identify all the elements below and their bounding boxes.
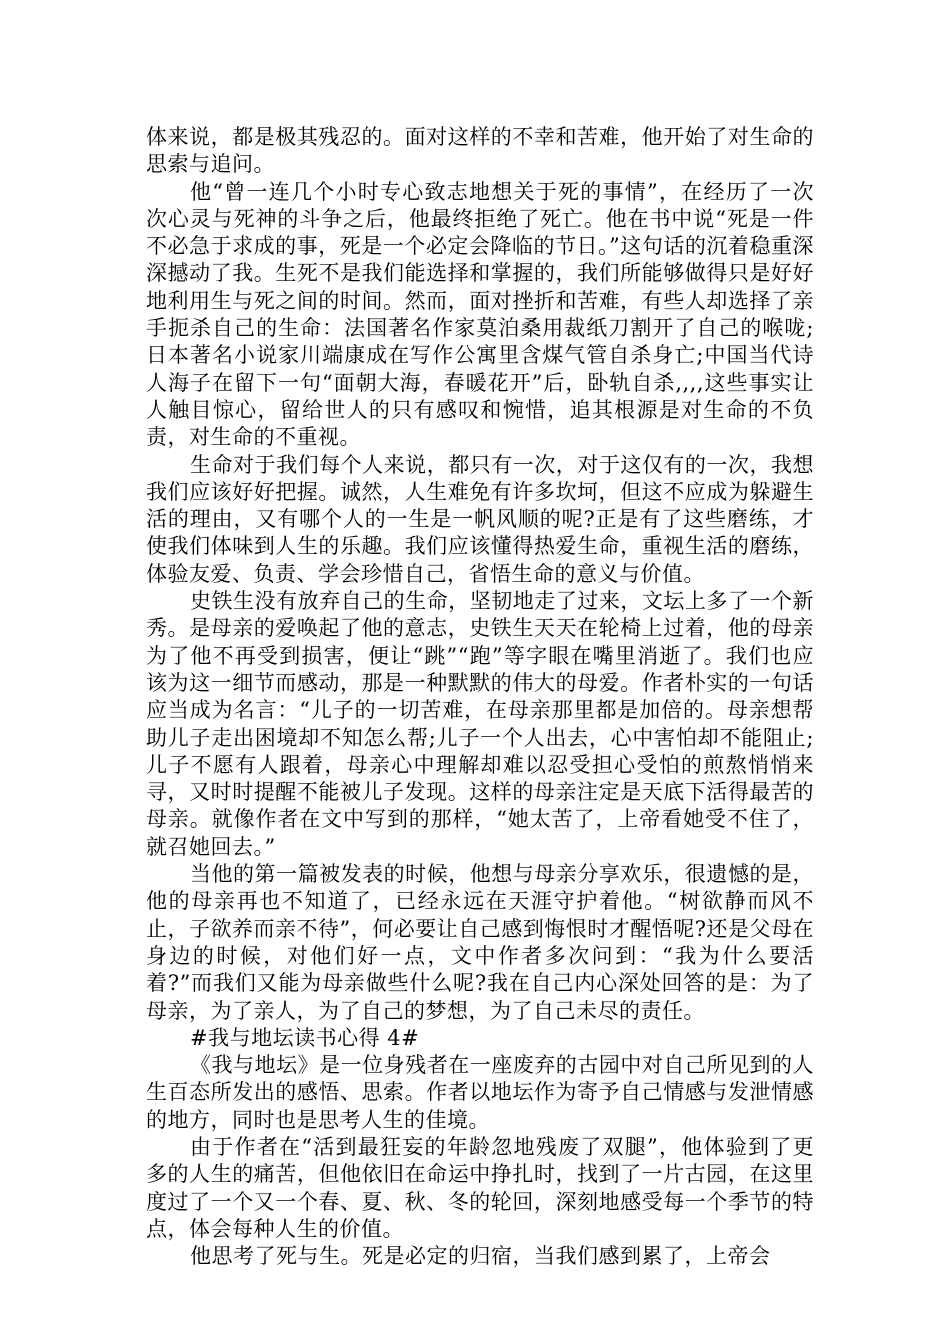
paragraph-5: 当他的第一篇被发表的时候，他想与母亲分享欢乐，很遗憾的是，他的母亲再也不知道了，已经永远在天涯守护着他。“树欲静而风不止，子欲养而亲不待”，何必要让自己感到悔恨时才醒悟呢?还是父母在身边的时候，对他们好一点，文中作者多次问到：“我为什么要活着?”而我们又能为母亲做些什么呢?我在自己内心深处回答的是：为了母亲，为了亲人，为了自己的梦想，为了自己未尽的责任。 [146, 862, 814, 1023]
paragraph-8: 他思考了死与生。死是必定的归宿，当我们感到累了，上帝会 [190, 1244, 771, 1269]
paragraph-7: 由于作者在“活到最狂妄的年龄忽地残废了双腿”，他体验到了更多的人生的痛苦，但他依旧在命运中挣扎时，找到了一片古园，在这里度过了一个又一个春、夏、秋、冬的轮回，深刻地感受每一个季节的特点，体会每种人生的价值。 [146, 1134, 814, 1241]
paragraph-2: 他“曾一连几个小时专心致志地想关于死的事情”，在经历了一次次心灵与死神的斗争之后，他最终拒绝了死亡。他在书中说“死是一件不必急于求成的事，死是一个必定会降临的节日。”这句话的沉着稳重深深撼动了我。生死不是我们能选择和掌握的，我们所能够做得只是好好地利用生与死之间的时间。然而，面对挫折和苦难，有些人却选择了亲手扼杀自己的生命：法国著名作家莫泊桑用裁纸刀割开了自己的喉咙;日本著名小说家川端康成在写作公寓里含煤气管自杀身亡;中国当代诗人海子在留下一句“面朝大海，春暖花开”后，卧轨自杀,,,,这些事实让人触目惊心，留给世人的只有感叹和惋惜，追其根源是对生命的不负责，对生命的不重视。 [146, 179, 814, 450]
paragraph-1: 体来说，都是极其残忍的。面对这样的不幸和苦难，他开始了对生命的思索与追问。 [146, 125, 814, 177]
paragraph-6: 《我与地坛》是一位身残者在一座废弃的古园中对自己所见到的人生百态所发出的感悟、思索。作者以地坛作为寄予自己情感与发泄情感的地方，同时也是思考人生的佳境。 [146, 1053, 814, 1132]
section-heading: #我与地坛读书心得 4# [190, 1025, 420, 1050]
document-page [146, 124, 814, 1270]
paragraph-4: 史铁生没有放弃自己的生命，坚韧地走了过来，文坛上多了一个新秀。是母亲的爱唤起了他的意志，史铁生天天在轮椅上过着，他的母亲为了他不再受到损害，便让“跳”“跑”等字眼在嘴里消逝了。我们也应该为这一细节而感动，那是一种默默的伟大的母爱。作者朴实的一句话应当成为名言：“儿子的一切苦难，在母亲那里都是加倍的。母亲想帮助儿子走出困境却不知怎么帮;儿子一个人出去，心中害怕却不能阻止;儿子不愿有人跟着，母亲心中理解却难以忍受担心受怕的煎熬悄悄来寻，又时时提醒不能被儿子发现。这样的母亲注定是天底下活得最苦的母亲。就像作者在文中写到的那样，“她太苦了，上帝看她受不住了，就召她回去。” [146, 589, 814, 859]
paragraph-3: 生命对于我们每个人来说，都只有一次，对于这仅有的一次，我想我们应该好好把握。诚然，人生难免有许多坎坷，但这不应成为躲避生活的理由，又有哪个人的一生是一帆风顺的呢?正是有了这些磨练，才使我们体味到人生的乐趣。我们应该懂得热爱生命，重视生活的磨练，体验友爱、负责、学会珍惜自己，省悟生命的意义与价值。 [146, 452, 814, 586]
